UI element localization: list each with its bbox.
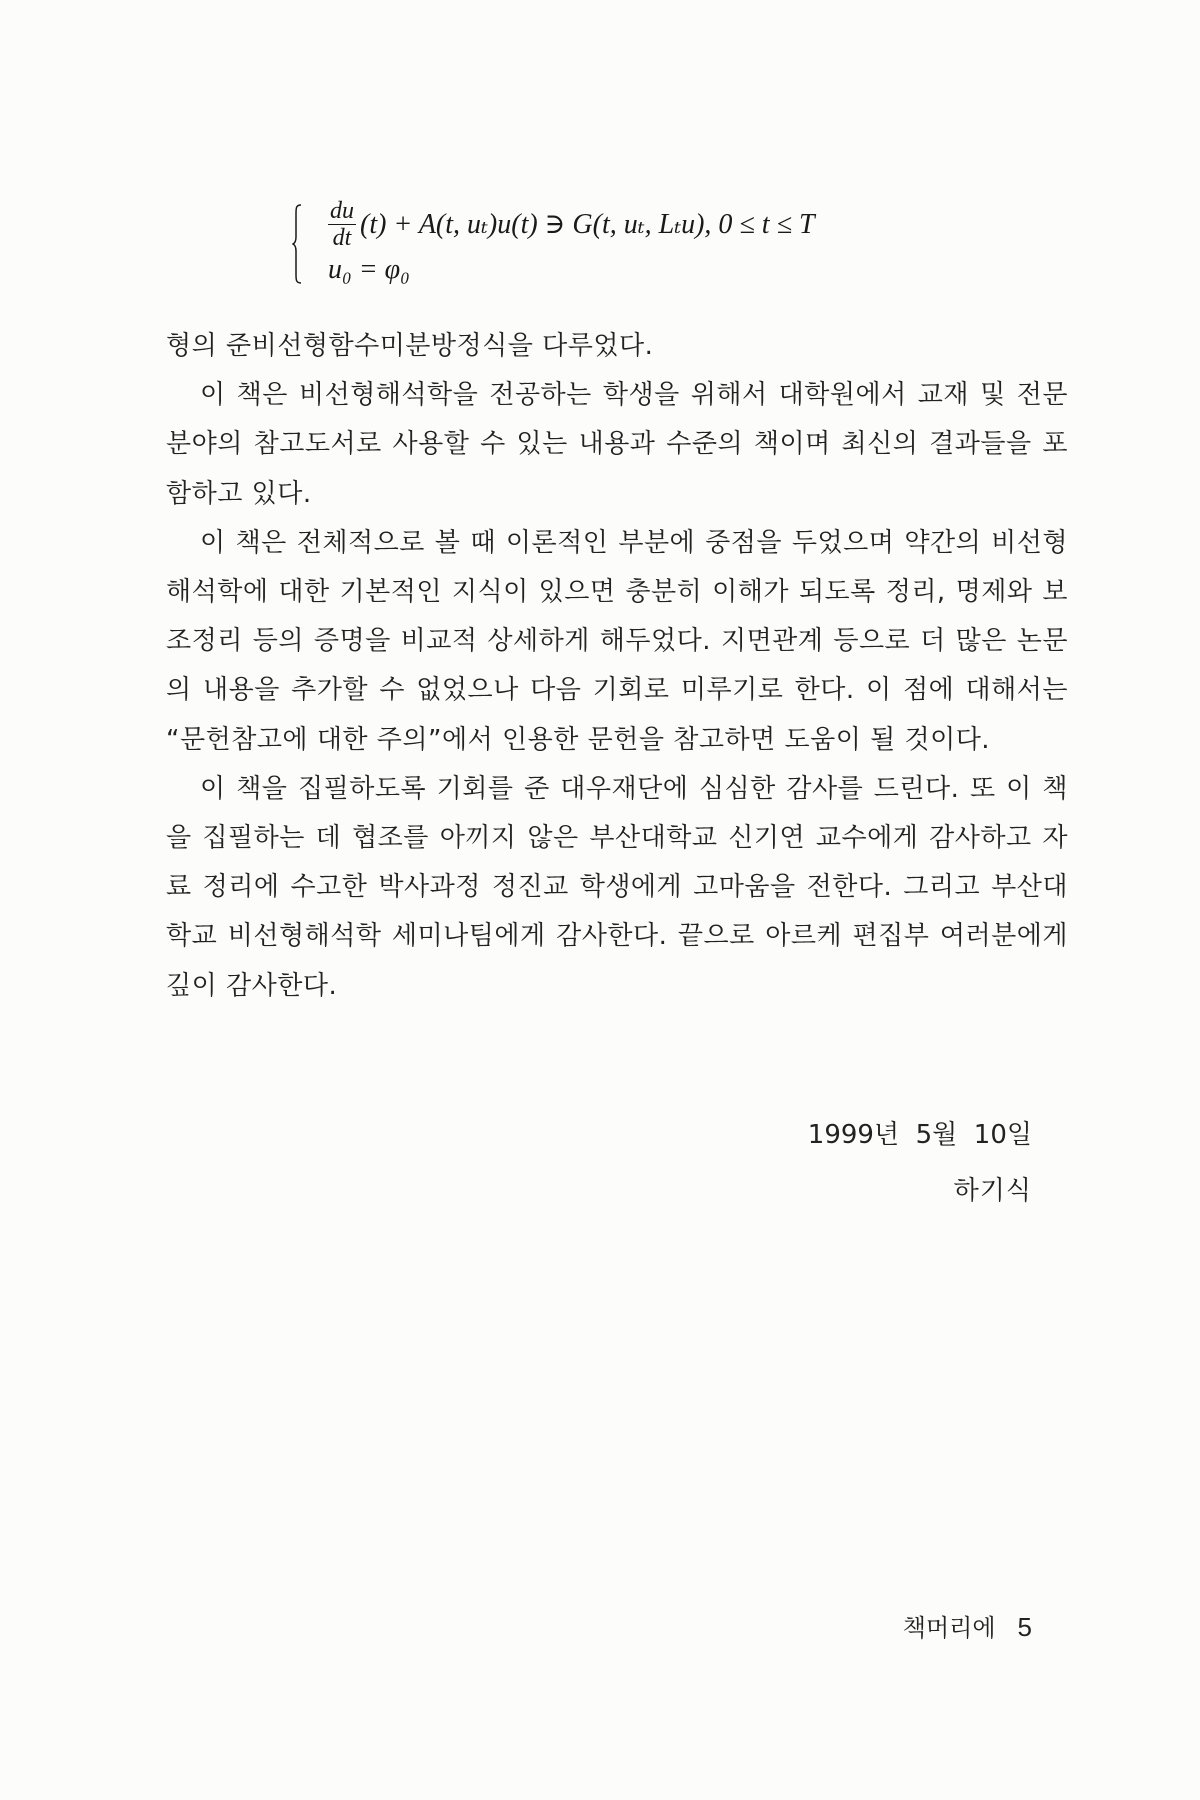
paragraph-3: 이 책은 전체적으로 볼 때 이론적인 부분에 중점을 두었으며 약간의 비선형해석학에 대한 기본적인 지식이 있으면 충분히 이해가 되도록 정리, 명제와 보조정리 등의 증명을 비교적 상세하게 해두었다. 지면관계 등으로 더 많은 논문의 내용을 추가할 수 없었으나 다음 기회로 미루기로 한다. 이 점에 대해서는 “문헌참고에 대한 주의”에서 인용한 문헌을 참고하면 도움이 될 것이다. bbox=[166, 527, 1068, 755]
paragraph-4: 이 책을 집필하도록 기회를 준 대우재단에 심심한 감사를 드린다. 또 이 책을 집필하는 데 협조를 아끼지 않은 부산대학교 신기연 교수에게 감사하고 자료 정리에 수고한 박사과정 정진교 학생에게 고마움을 전한다. 그리고 부산대학교 비선형해석학 세미나팀에게 감사한다. 끝으로 아르케 편집부 여러분에게 깊이 감사한다. bbox=[166, 773, 1068, 1001]
fraction-denominator: dt bbox=[332, 224, 352, 251]
page-footer bbox=[903, 1608, 1032, 1643]
paragraph-2: 이 책은 비선형해석학을 전공하는 학생을 위해서 대학원에서 교재 및 전문 분야의 참고도서로 사용할 수 있는 내용과 수준의 책이며 최신의 결과들을 포함하고 있다. bbox=[166, 380, 1068, 509]
derivative-fraction bbox=[328, 199, 356, 250]
equation-line-2: u₀ = φ₀ bbox=[328, 254, 410, 285]
paragraph-1: 형의 준비선형함수미분방정식을 다루었다. bbox=[166, 331, 654, 361]
left-brace bbox=[292, 204, 302, 284]
signature-author: 하기식 bbox=[953, 1176, 1032, 1206]
equation-line-1 bbox=[328, 196, 815, 252]
preface-body bbox=[166, 322, 1068, 1011]
page-number: 5 bbox=[1017, 1612, 1032, 1642]
fraction-numerator: du bbox=[330, 197, 354, 224]
equation-block bbox=[292, 196, 952, 296]
signature-date: 1999년 5월 10일 bbox=[807, 1120, 1032, 1150]
equation-line-1-text: (t) + A(t, uₜ)u(t) ∋ G(t, uₜ, Lₜu), 0 ≤ t ≤ T bbox=[360, 209, 815, 240]
running-footer-title: 책머리에 bbox=[902, 1614, 996, 1642]
